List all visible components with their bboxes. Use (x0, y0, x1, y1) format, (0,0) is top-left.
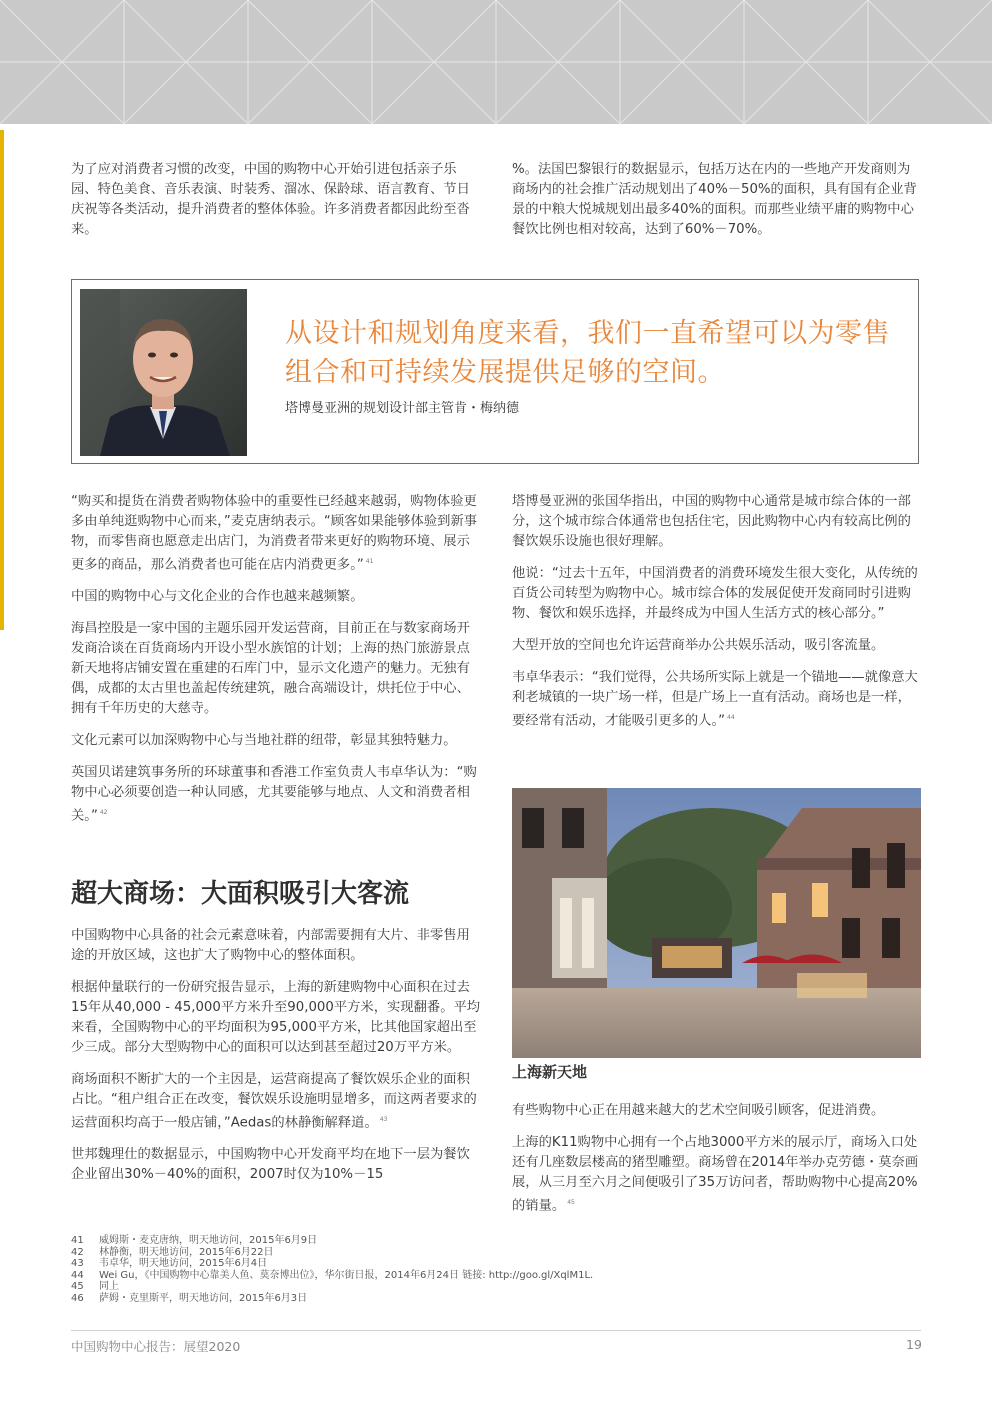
xintiandi-photo (512, 788, 921, 1058)
photo-caption: 上海新天地 (512, 1063, 588, 1081)
left-column-lower (71, 926, 481, 1197)
paragraph: 塔博曼亚洲的张国华指出，中国的购物中心通常是城市综合体的一部分，这个城市综合体通常也包括住宅，因此购物中心内有较高比例的餐饮娱乐设施也很好理解。 (512, 494, 911, 549)
paragraph: %。法国巴黎银行的数据显示，包括万达在内的一些地产开发商则为商场内的社会推广活动规划出了40%－50%的面积，具有国有企业背景的中粮大悦城规划出最多40%的面积。而那些业绩平庸的购物中心餐饮比例也相对较高，达到了60%－70%。 (512, 162, 917, 237)
portrait-photo (80, 289, 247, 456)
footnote: 45 同上 (71, 1281, 119, 1292)
footnote-ref: 41 (365, 558, 374, 565)
left-column (71, 492, 481, 839)
footer-report-title: 中国购物中心报告：展望2020 (71, 1339, 241, 1354)
footnote-ref: 45 (567, 1199, 575, 1206)
paragraph: 商场面积不断扩大的一个主因是，运营商提高了餐饮娱乐企业的面积占比。“租户组合正在改变，餐饮娱乐设施明显增多，而这两者要求的运营面积均高于一般店铺，”Aedas的林静衡解释道。 $^{43}$ (71, 1072, 477, 1131)
paragraph: 韦卓华表示：“我们觉得，公共场所实际上就是一个锚地——就像意大利老城镇的一块广场一样，但是广场上一直有活动。商场也是一样，要经常有活动，才能吸引更多的人。” $^{44}$ (512, 670, 918, 729)
footnote-ref: 42 (99, 809, 108, 817)
top-right-column (512, 160, 922, 252)
section-heading: 超大商场：大面积吸引大客流 (71, 879, 410, 909)
right-column-lower (512, 1101, 922, 1228)
footnote: 46 萨姆・克里斯平，明天地访问，2015年6月3日 (71, 1292, 308, 1304)
pull-quote-text: 从设计和规划角度来看，我们一直希望可以为零售组合和可持续发展提供足够的空间。 (285, 318, 890, 388)
paragraph: 大型开放的空间也允许运营商举办公共娱乐活动，吸引客流量。 (512, 638, 885, 653)
paragraph: 上海的K11购物中心拥有一个占地3000平方米的展示厅，商场入口处还有几座数层楼高的猪型雕塑。商场曾在2014年举办克劳德・莫奈画展，从三月至六月之间便吸引了35万访问者，帮助购物中心提高20%的销量。 $^{45}$ (512, 1135, 919, 1214)
paragraph: 世邦魏理仕的数据显示，中国购物中心开发商平均在地下一层为餐饮企业留出30%－40%的面积，2007时仅为10%－15 (71, 1147, 470, 1183)
paragraph: “购买和提货在消费者购物体验中的重要性已经越来越弱，购物体验更多由单纯逛购物中心而来，”麦克唐纳表示。“顾客如果能够体验到新事物，而零售商也愿意走出店门，为消费者带来更好的购物环境、展示更多的商品，那么消费者也可能在店内消费更多。” $^{41}$ (71, 494, 478, 573)
footnotes (71, 1235, 931, 1304)
paragraph: 为了应对消费者习惯的改变，中国的购物中心开始引进包括亲子乐园、特色美食、音乐表演、时装秀、溜冰、保龄球、语言教育、节日庆祝等各类活动，提升消费者的整体体验。许多消费者都因此纷至沓来。 (71, 162, 470, 237)
footer-divider (71, 1330, 921, 1331)
paragraph: 海昌控股是一家中国的主题乐园开发运营商，目前正在与数家商场开发商洽谈在百货商场内开设小型水族馆的计划；上海的热门旅游景点新天地将店铺安置在重建的石库门中，显示文化遗产的魅力。无独有偶，成都的太古里也盖起传统建筑，融合高端设计，烘托位于中心、拥有千年历史的大慈寺。 (71, 621, 470, 717)
pull-quote-box (71, 279, 919, 464)
paragraph: 英国贝诺建筑事务所的环球董事和香港工作室负责人韦卓华认为：“购物中心必须要创造一种认同感，尤其要能够与地点、人文和消费者相关。” $^{42}$ (71, 765, 477, 824)
paragraph: 文化元素可以加深购物中心与当地社群的纽带，彰显其独特魅力。 (71, 733, 457, 749)
paragraph: 他说：“过去十五年，中国消费者的消费环境发生很大变化，从传统的百货公司转型为购物中心。城市综合体的发展促使开发商同时引进购物、餐饮和娱乐选择，并最终成为中国人生活方式的核心部分。” (512, 566, 918, 621)
paragraph: 根据仲量联行的一份研究报告显示，上海的新建购物中心面积在过去15年从40,000 - 45,000平方米升至90,000平方米，实现翻番。平均来看，全国购物中心的平均面积为95,000平方米，比其他国家超出至少三成。部分大型购物中心的面积可以达到甚至超过20万平方米。 (71, 980, 481, 1055)
pull-quote-attribution: 塔博曼亚洲的规划设计部主管肯・梅纳德 (285, 401, 520, 416)
footnote: 41 威姆斯・麦克唐纳，明天地访问，2015年6月9日 (71, 1235, 318, 1246)
footnote-ref: 44 (727, 714, 735, 721)
paragraph: 有些购物中心正在用越来越大的艺术空间吸引顾客，促进消费。 (512, 1103, 885, 1118)
header-pattern (0, 0, 992, 124)
footnote: 44 Wei Gu，《中国购物中心靠美人鱼、莫奈博出位》，华尔街日报，2014年6月24日 链接: http://goo.gl/XqlM1L. (71, 1269, 594, 1281)
page-number: 19 (906, 1337, 922, 1352)
footnote-ref: 43 (379, 1116, 388, 1123)
left-accent-bar (0, 130, 4, 630)
footnote: 42 林静衡，明天地访问，2015年6月22日 (71, 1246, 274, 1258)
footnote: 43 韦卓华，明天地访问，2015年6月4日 (71, 1258, 268, 1269)
top-left-column (71, 160, 481, 252)
paragraph: 中国购物中心具备的社会元素意味着，内部需要拥有大片、非零售用途的开放区域，这也扩大了购物中心的整体面积。 (71, 928, 470, 963)
right-column (512, 492, 922, 743)
paragraph: 中国的购物中心与文化企业的合作也越来越频繁。 (71, 589, 364, 605)
